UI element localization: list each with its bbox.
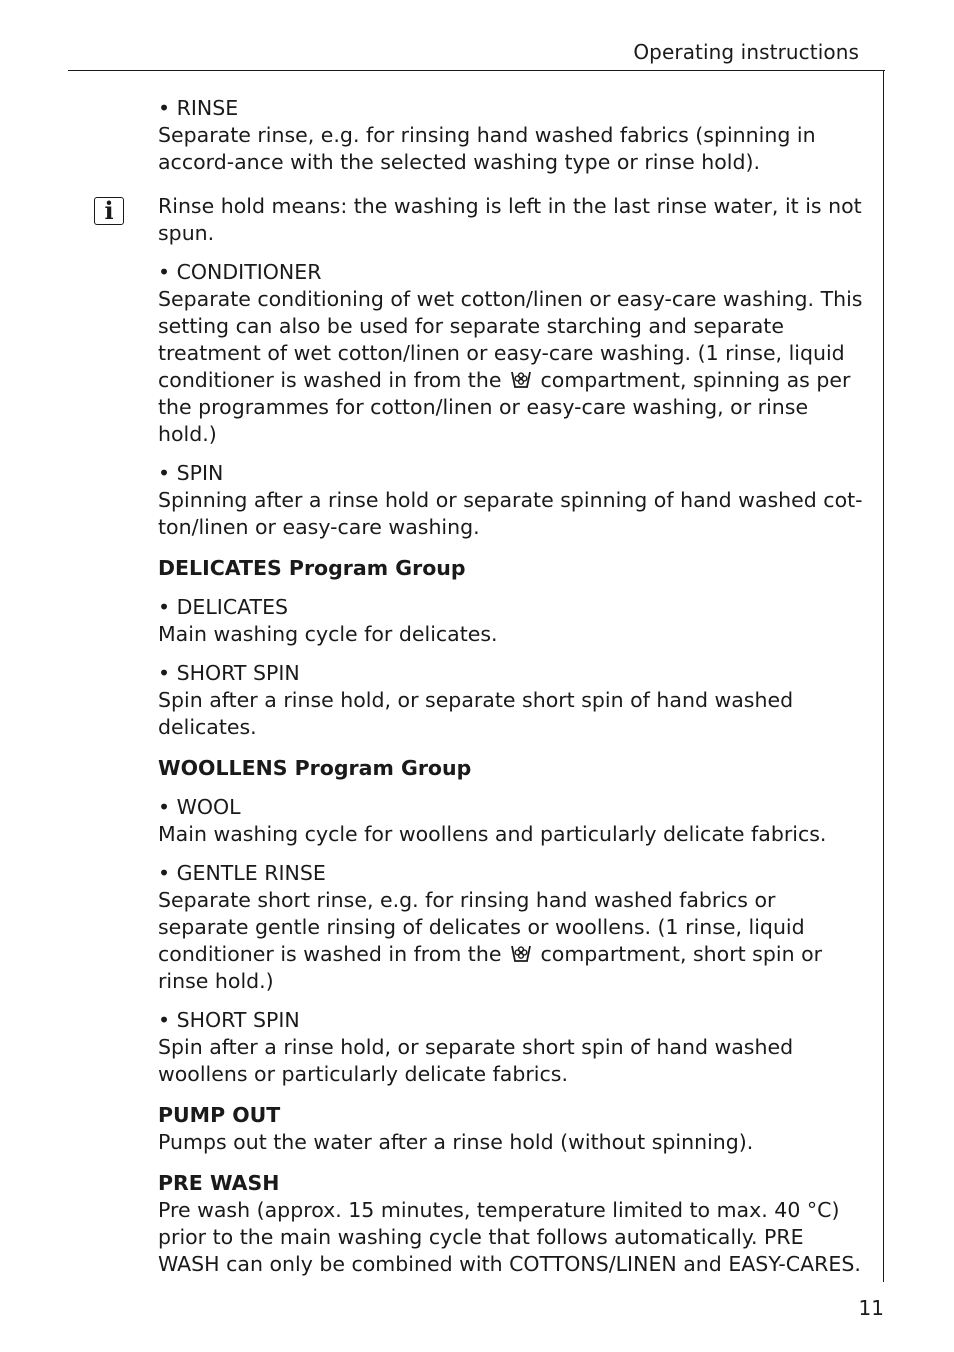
rinse-title: • RINSE (158, 96, 239, 120)
gentle-rinse-item (158, 860, 864, 995)
conditioner-description-part1: Separate conditioning of wet cotton/linen or easy-care washing. This setting can also be used for separate starching and separate treatment of wet cotton/linen or easy-care washing. (1 rinse, liquid conditioner is washed in from the (158, 287, 863, 392)
delicates-short-spin-title: • SHORT SPIN (158, 661, 300, 685)
delicates-short-spin-description: Spin after a rinse hold, or separate short spin of hand washed delicates. (158, 688, 794, 739)
right-margin-rule (883, 70, 884, 1282)
wool-title: • WOOL (158, 795, 241, 819)
conditioner-item (158, 259, 864, 448)
page-content (104, 95, 864, 1292)
conditioner-compartment-icon (510, 368, 532, 390)
rinse-description: Separate rinse, e.g. for rinsing hand washed fabrics (spinning in accord-ance with the selected washing type or rinse hold). (158, 123, 816, 174)
wool-description: Main washing cycle for woollens and particularly delicate fabrics. (158, 822, 827, 846)
conditioner-title: • CONDITIONER (158, 260, 322, 284)
spin-description: Spinning after a rinse hold or separate spinning of hand washed cot-ton/linen or easy-care washing. (158, 488, 863, 539)
delicates-group-heading: DELICATES Program Group (158, 556, 466, 580)
pre-wash-heading: PRE WASH (158, 1171, 280, 1195)
wool-item (158, 794, 864, 848)
woollens-group-heading: WOOLLENS Program Group (158, 756, 472, 780)
header-rule (68, 70, 885, 71)
info-icon: i (94, 197, 124, 225)
page-number: 11 (858, 1296, 884, 1320)
spin-item (158, 460, 864, 541)
delicates-description: Main washing cycle for delicates. (158, 622, 498, 646)
pre-wash-description: Pre wash (approx. 15 minutes, temperature limited to max. 40 °C) prior to the main washing cycle that follows automatically. PRE WASH can only be combined with COTTONS/LINEN and EASY-CARES. (158, 1198, 861, 1276)
woollens-short-spin-description: Spin after a rinse hold, or separate short spin of hand washed woollens or particularly delicate fabrics. (158, 1035, 794, 1086)
gentle-rinse-description (158, 887, 864, 995)
spin-title: • SPIN (158, 461, 224, 485)
conditioner-compartment-icon (510, 942, 532, 964)
gentle-rinse-title: • GENTLE RINSE (158, 861, 326, 885)
gentle-rinse-description-part1: Separate short rinse, e.g. for rinsing hand washed fabrics or separate gentle rinsing of delicates or woollens. (1 rinse, liquid conditioner is washed in from the (158, 888, 805, 966)
gentle-rinse-description-part2: compartment, short spin or rinse hold.) (158, 942, 823, 993)
conditioner-description-part2: compartment, spinning as per the programmes for cotton/linen or easy-care washing, or rinse hold.) (158, 368, 851, 446)
woollens-short-spin-item (158, 1007, 864, 1088)
delicates-title: • DELICATES (158, 595, 289, 619)
woollens-short-spin-title: • SHORT SPIN (158, 1008, 300, 1032)
delicates-short-spin-item (158, 660, 864, 741)
rinse-hold-note-text: Rinse hold means: the washing is left in the last rinse water, it is not spun. (158, 194, 862, 245)
pump-out-heading: PUMP OUT (158, 1103, 281, 1127)
pump-out-description: Pumps out the water after a rinse hold (without spinning). (158, 1130, 754, 1154)
rinse-item (158, 95, 864, 176)
delicates-item (158, 594, 864, 648)
page-header-title: Operating instructions (633, 40, 859, 64)
conditioner-description (158, 286, 864, 448)
pre-wash-section (158, 1170, 864, 1278)
rinse-hold-note (104, 193, 864, 247)
pump-out-section (158, 1102, 864, 1156)
